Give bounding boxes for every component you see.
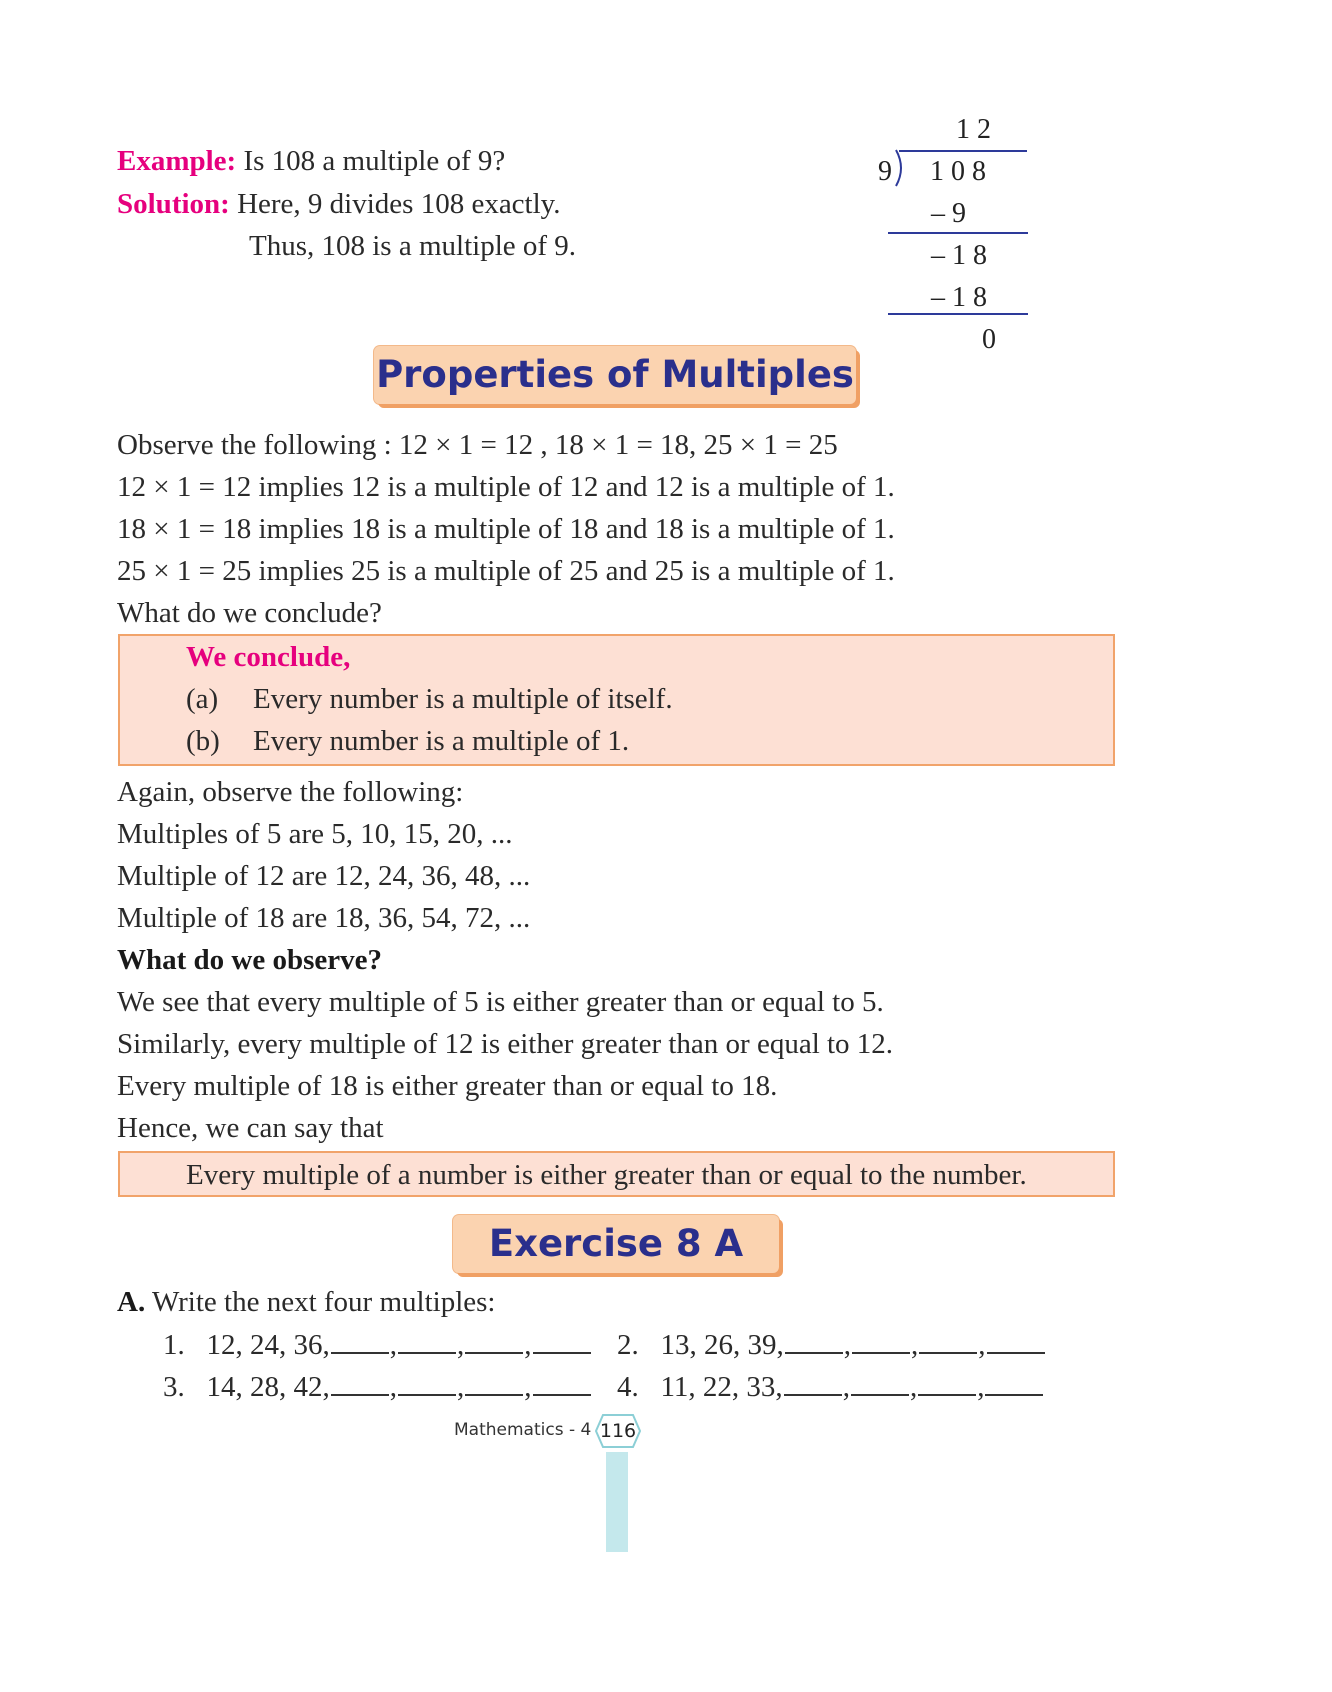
example-question: Is 108 a multiple of 9? — [243, 145, 506, 177]
division-remainder: 0 — [982, 324, 996, 355]
answer-blank[interactable] — [465, 1368, 523, 1396]
answer-blank[interactable] — [851, 1368, 909, 1396]
footer-book-title: Mathematics - 4 — [454, 1420, 592, 1440]
exercise-instruction: Write the next four multiples: — [151, 1286, 496, 1318]
answer-blank[interactable] — [398, 1326, 456, 1354]
exercise-item-3-seq: 14, 28, 42, — [206, 1371, 330, 1403]
answer-blank[interactable] — [398, 1368, 456, 1396]
exercise-instruction-line — [117, 1284, 495, 1320]
example-label: Example: — [117, 145, 237, 177]
page-number: 116 — [599, 1420, 637, 1442]
conclusion-text-a: Every number is a multiple of itself. — [253, 683, 673, 715]
conclusion-marker-b: (b) — [186, 725, 220, 757]
division-dividend: 1 0 8 — [930, 156, 986, 187]
conclusion-title: We conclude, — [186, 641, 351, 673]
answer-blank[interactable] — [331, 1368, 389, 1396]
answer-blank[interactable] — [985, 1368, 1043, 1396]
page-number-badge — [595, 1414, 641, 1448]
footer-stripe — [606, 1452, 628, 1552]
solution-text-1: Here, 9 divides 108 exactly. — [237, 188, 561, 220]
properties-heading: Properties of Multiples — [374, 346, 856, 404]
rule-text: Every multiple of a number is either greater than or equal to the number. — [186, 1159, 1027, 1191]
exercise-item-1: 1. 12, 24, 36, , , , — [163, 1326, 592, 1363]
multiples-line-3: Multiple of 18 are 18, 36, 54, 72, ... — [117, 902, 531, 934]
example-line — [117, 143, 505, 179]
answer-blank[interactable] — [852, 1326, 910, 1354]
division-line-2 — [888, 313, 1028, 315]
answer-blank[interactable] — [919, 1326, 977, 1354]
exercise-item-4-num: 4. — [617, 1371, 639, 1403]
exercise-item-4-seq: 11, 22, 33, — [660, 1371, 783, 1403]
observe-heading: What do we observe? — [117, 944, 383, 976]
implication-line-2: 18 × 1 = 18 implies 18 is a multiple of 18 and 18 is a multiple of 1. — [117, 513, 895, 545]
exercise-heading: Exercise 8 A — [453, 1215, 779, 1273]
division-line-1 — [888, 232, 1028, 234]
answer-blank[interactable] — [918, 1368, 976, 1396]
solution-label: Solution: — [117, 188, 230, 220]
answer-blank[interactable] — [331, 1326, 389, 1354]
answer-blank[interactable] — [987, 1326, 1045, 1354]
exercise-item-2-seq: 13, 26, 39, — [660, 1329, 784, 1361]
conclusion-box — [118, 634, 1115, 766]
answer-blank[interactable] — [784, 1368, 842, 1396]
rule-box — [118, 1151, 1115, 1197]
answer-blank[interactable] — [533, 1368, 591, 1396]
division-step-1: – 9 — [931, 198, 966, 229]
observation-line-4: Hence, we can say that — [117, 1112, 384, 1144]
conclusion-text-b: Every number is a multiple of 1. — [253, 725, 630, 757]
answer-blank[interactable] — [533, 1326, 591, 1354]
implication-line-3: 25 × 1 = 25 implies 25 is a multiple of 25 and 25 is a multiple of 1. — [117, 555, 895, 587]
exercise-item-3-num: 3. — [163, 1371, 185, 1403]
again-intro: Again, observe the following: — [117, 776, 464, 808]
observation-line-3: Every multiple of 18 is either greater than or equal to 18. — [117, 1070, 778, 1102]
division-step-2: – 1 8 — [931, 240, 987, 271]
division-bar — [899, 150, 1027, 152]
solution-text-2: Thus, 108 is a multiple of 9. — [249, 230, 577, 262]
conclusion-marker-a: (a) — [186, 683, 219, 715]
exercise-item-3: 3. 14, 28, 42, , , , — [163, 1368, 592, 1405]
exercise-item-1-seq: 12, 24, 36, — [206, 1329, 330, 1361]
implication-line-1: 12 × 1 = 12 implies 12 is a multiple of 12 and 12 is a multiple of 1. — [117, 471, 895, 503]
division-step-3: – 1 8 — [931, 282, 987, 313]
exercise-item-2-num: 2. — [617, 1329, 639, 1361]
observation-line-2: Similarly, every multiple of 12 is either greater than or equal to 12. — [117, 1028, 894, 1060]
exercise-item-2: 2. 13, 26, 39, , , , — [617, 1326, 1046, 1363]
multiples-line-2: Multiple of 12 are 12, 24, 36, 48, ... — [117, 860, 531, 892]
answer-blank[interactable] — [465, 1326, 523, 1354]
exercise-item-4: 4. 11, 22, 33, , , , — [617, 1368, 1044, 1405]
observe-intro: Observe the following : 12 × 1 = 12 , 18 × 1 = 18, 25 × 1 = 25 — [117, 429, 838, 461]
conclude-question: What do we conclude? — [117, 597, 382, 629]
division-divisor: 9 — [878, 156, 892, 187]
solution-line — [117, 186, 561, 222]
multiples-line-1: Multiples of 5 are 5, 10, 15, 20, ... — [117, 818, 513, 850]
exercise-item-1-num: 1. — [163, 1329, 185, 1361]
division-bracket-icon — [893, 148, 907, 188]
exercise-section-label: A. — [117, 1286, 146, 1318]
observation-line-1: We see that every multiple of 5 is either greater than or equal to 5. — [117, 986, 884, 1018]
answer-blank[interactable] — [785, 1326, 843, 1354]
division-quotient: 1 2 — [956, 114, 991, 145]
